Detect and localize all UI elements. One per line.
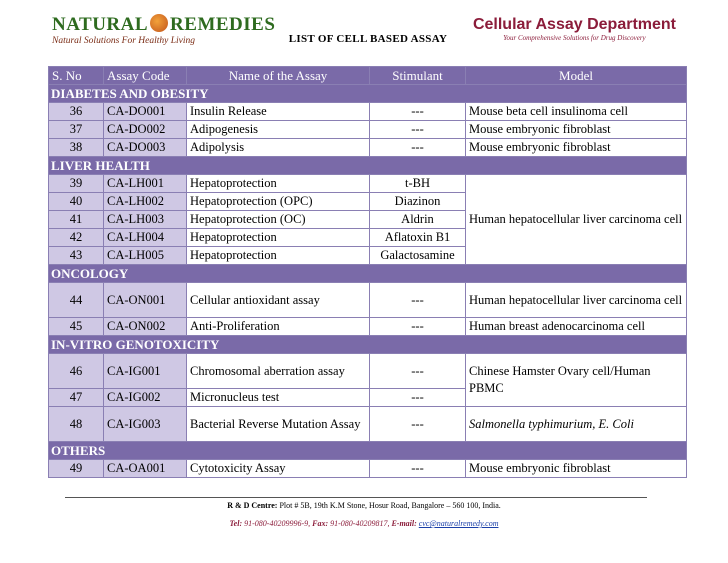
cell-sno: 41 <box>49 211 104 229</box>
email-label: E-mail: <box>391 519 417 528</box>
assay-table <box>48 66 687 478</box>
table-row <box>49 139 687 157</box>
cell-stimulant: Diazinon <box>370 193 466 211</box>
table-row <box>49 407 687 442</box>
section-title: OTHERS <box>49 442 687 460</box>
cell-sno: 48 <box>49 407 104 442</box>
cell-sno: 46 <box>49 354 104 389</box>
cell-sno: 36 <box>49 103 104 121</box>
footer-address <box>0 501 728 510</box>
section-row-liver <box>49 157 687 175</box>
cell-model: Human hepatocellular liver carcinoma cell <box>466 175 687 265</box>
cell-stimulant: --- <box>370 139 466 157</box>
table-row <box>49 103 687 121</box>
cell-code: CA-DO001 <box>104 103 187 121</box>
cell-code: CA-ON001 <box>104 283 187 318</box>
cell-model: Salmonella typhimurium, E. Coli <box>466 407 687 442</box>
cell-assay-name: Bacterial Reverse Mutation Assay <box>187 407 370 442</box>
cell-assay-name: Micronucleus test <box>187 389 370 407</box>
cell-assay-name: Adipogenesis <box>187 121 370 139</box>
cell-model: Mouse embryonic fibroblast <box>466 139 687 157</box>
cell-sno: 44 <box>49 283 104 318</box>
cell-code: CA-OA001 <box>104 460 187 478</box>
tel-value: 91-080-40209996-9, <box>244 519 311 528</box>
cell-sno: 38 <box>49 139 104 157</box>
section-title: LIVER HEALTH <box>49 157 687 175</box>
cell-code: CA-IG002 <box>104 389 187 407</box>
section-row-genotoxicity <box>49 336 687 354</box>
logo-name-part2: REMEDIES <box>170 14 276 35</box>
fax-value: 91-080-40209817, <box>330 519 390 528</box>
cell-sno: 49 <box>49 460 104 478</box>
department-title: Cellular Assay Department <box>472 16 676 33</box>
email-link[interactable]: cvc@naturalremedy.com <box>418 519 499 528</box>
cell-stimulant: Aldrin <box>370 211 466 229</box>
department-tagline: Your Comprehensive Solutions for Drug Discovery <box>503 34 646 42</box>
cell-assay-name: Cellular antioxidant assay <box>187 283 370 318</box>
cell-stimulant: --- <box>370 354 466 389</box>
cell-assay-name: Hepatoprotection <box>187 229 370 247</box>
logo-emblem-icon <box>150 14 168 32</box>
cell-assay-name: Hepatoprotection (OC) <box>187 211 370 229</box>
table-row <box>49 460 687 478</box>
column-header-code: Assay Code <box>104 67 187 85</box>
cell-assay-name: Anti-Proliferation <box>187 318 370 336</box>
cell-code: CA-ON002 <box>104 318 187 336</box>
cell-stimulant: --- <box>370 460 466 478</box>
cell-code: CA-LH005 <box>104 247 187 265</box>
section-row-diabetes <box>49 85 687 103</box>
cell-assay-name: Chromosomal aberration assay <box>187 354 370 389</box>
cell-stimulant: --- <box>370 389 466 407</box>
cell-assay-name: Hepatoprotection <box>187 175 370 193</box>
table-row <box>49 283 687 318</box>
company-logo <box>52 14 276 54</box>
column-header-sno: S. No <box>49 67 104 85</box>
cell-assay-name: Hepatoprotection (OPC) <box>187 193 370 211</box>
cell-stimulant: Galactosamine <box>370 247 466 265</box>
logo-name-part1: NATURAL <box>52 14 149 35</box>
section-row-oncology <box>49 265 687 283</box>
cell-code: CA-DO003 <box>104 139 187 157</box>
cell-code: CA-LH002 <box>104 193 187 211</box>
cell-code: CA-LH001 <box>104 175 187 193</box>
cell-stimulant: --- <box>370 283 466 318</box>
department-header <box>473 16 676 42</box>
cell-sno: 42 <box>49 229 104 247</box>
cell-stimulant: Aflatoxin B1 <box>370 229 466 247</box>
cell-assay-name: Cytotoxicity Assay <box>187 460 370 478</box>
logo-tagline: Natural Solutions For Healthy Living <box>52 36 196 46</box>
footer-divider <box>65 497 647 498</box>
column-header-name: Name of the Assay <box>187 67 370 85</box>
cell-sno: 47 <box>49 389 104 407</box>
cell-model: Chinese Hamster Ovary cell/Human PBMC <box>466 354 687 407</box>
section-title: IN-VITRO GENOTOXICITY <box>49 336 687 354</box>
table-header-row <box>49 67 687 85</box>
cell-code: CA-IG003 <box>104 407 187 442</box>
column-header-stimulant: Stimulant <box>370 67 466 85</box>
section-title: ONCOLOGY <box>49 265 687 283</box>
column-header-model: Model <box>466 67 687 85</box>
section-title: DIABETES AND OBESITY <box>49 85 687 103</box>
fax-label: Fax: <box>312 519 329 528</box>
section-row-others <box>49 442 687 460</box>
rd-centre-label: R & D Centre: <box>227 501 278 510</box>
cell-stimulant: t-BH <box>370 175 466 193</box>
cell-assay-name: Insulin Release <box>187 103 370 121</box>
cell-assay-name: Adipolysis <box>187 139 370 157</box>
logo-name <box>52 14 276 35</box>
cell-stimulant: --- <box>370 318 466 336</box>
cell-stimulant: --- <box>370 407 466 442</box>
cell-code: CA-IG001 <box>104 354 187 389</box>
cell-model: Mouse embryonic fibroblast <box>466 121 687 139</box>
cell-code: CA-LH004 <box>104 229 187 247</box>
table-row <box>49 354 687 389</box>
cell-model: Mouse beta cell insulinoma cell <box>466 103 687 121</box>
cell-sno: 39 <box>49 175 104 193</box>
table-row <box>49 121 687 139</box>
cell-code: CA-DO002 <box>104 121 187 139</box>
tel-label: Tel: <box>229 519 243 528</box>
cell-assay-name: Hepatoprotection <box>187 247 370 265</box>
cell-model: Human hepatocellular liver carcinoma cell <box>466 283 687 318</box>
cell-model: Human breast adenocarcinoma cell <box>466 318 687 336</box>
cell-code: CA-LH003 <box>104 211 187 229</box>
table-row <box>49 318 687 336</box>
rd-centre-address: Plot # 5B, 19th K.M Stone, Hosur Road, Bangalore – 560 100, India. <box>279 501 501 510</box>
table-row <box>49 175 687 193</box>
cell-stimulant: --- <box>370 103 466 121</box>
cell-sno: 43 <box>49 247 104 265</box>
cell-sno: 45 <box>49 318 104 336</box>
footer-contact <box>0 519 728 528</box>
cell-sno: 37 <box>49 121 104 139</box>
cell-sno: 40 <box>49 193 104 211</box>
cell-model: Mouse embryonic fibroblast <box>466 460 687 478</box>
cell-stimulant: --- <box>370 121 466 139</box>
document-title: LIST OF CELL BASED ASSAY <box>288 33 448 45</box>
